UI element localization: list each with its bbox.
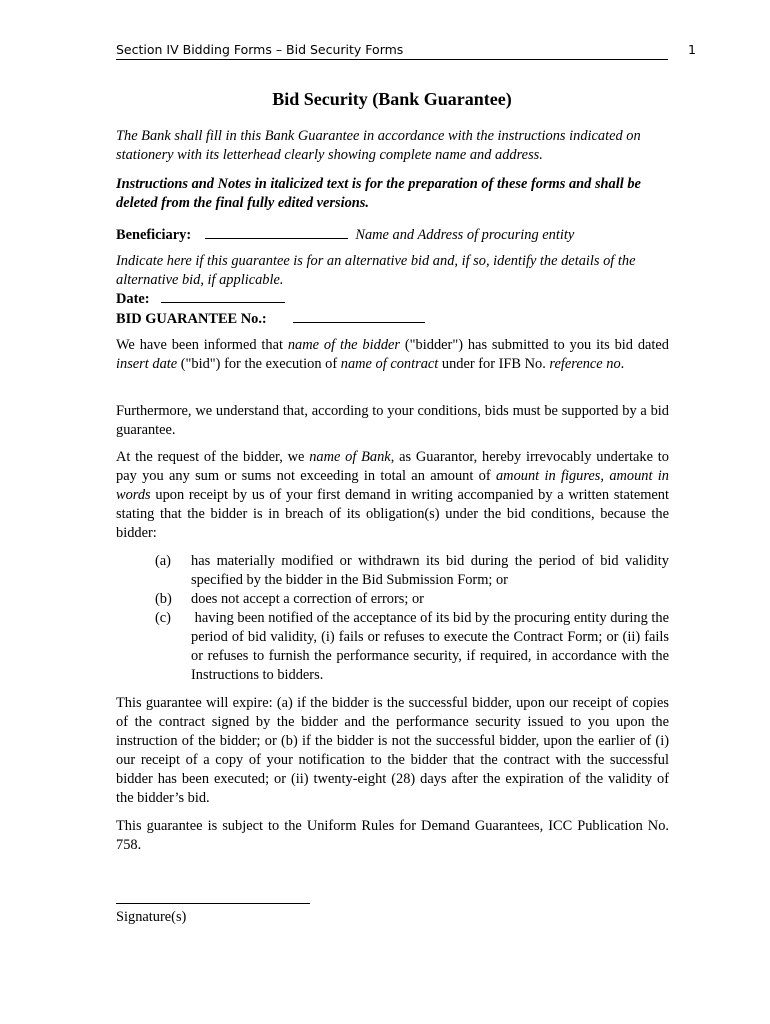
bank-instruction: The Bank shall fill in this Bank Guarantee in accordance with the instructions indicated on stationery with its letterhead clearly showing complete name and address.	[116, 128, 641, 163]
placeholder-bank-name: name of Bank	[309, 449, 391, 465]
signature-line	[116, 903, 310, 904]
placeholder-reference-no: reference no	[549, 356, 621, 372]
list-item-text: does not accept a correction of errors; or	[191, 591, 424, 607]
text-run: .	[620, 356, 625, 372]
guarantee-number-label: BID GUARANTEE No.:	[116, 311, 267, 327]
beneficiary-blank	[205, 226, 348, 239]
list-marker: (a)	[155, 553, 171, 569]
breach-conditions-list	[155, 552, 673, 685]
list-item	[155, 552, 669, 590]
list-item-text: having been notified of the acceptance of its bid by the procuring entity during the period of bid validity, (i) fails or refuses to execute the Contract Form; or (ii) fails or refuses to furnish the performance security, if required, in accordance with the Instructions to bidders.	[191, 610, 673, 683]
list-marker: (b)	[155, 591, 172, 607]
running-header: Section IV Bidding Forms – Bid Security Forms	[116, 42, 668, 60]
list-item	[155, 609, 673, 685]
beneficiary-line	[116, 226, 669, 245]
text-run: We have been informed that	[116, 337, 288, 353]
guarantee-number-blank	[293, 310, 425, 323]
placeholder-bidder-name: name of the bidder	[287, 337, 401, 353]
text-run: ("bid") for the execution of	[177, 356, 341, 372]
date-label: Date:	[116, 291, 150, 307]
beneficiary-label: Beneficiary:	[116, 227, 192, 243]
beneficiary-hint: Name and Address of procuring entity	[355, 227, 575, 243]
placeholder-amount: amount in figures, amount in words	[116, 468, 669, 503]
placeholder-contract-name: name of contract	[340, 356, 439, 372]
paragraph-expiry: This guarantee will expire: (a) if the bidder is the successful bidder, upon our receipt of copies of the contract signed by the bidder and the performance security issued to you upon the instruction of the bidder; or (b) if the bidder is not the successful bidder, upon the earlier of (i) our receipt of a copy of your notification to the bidder that the contract with the successful bidder has been executed; or (ii) twenty-eight (28) days after the expiration of the validity of the bidder’s bid.	[116, 695, 669, 806]
paragraph-guarantor-undertaking	[116, 448, 669, 543]
signature-label: Signature(s)	[116, 909, 187, 925]
notes-instruction: Instructions and Notes in italicized text is for the preparation of these forms and shall be deleted from the final fully edited versions.	[116, 176, 641, 211]
text-run: ("bidder") has submitted to you its bid dated	[400, 337, 669, 353]
date-line	[116, 290, 669, 309]
paragraph-bid-submission	[116, 336, 669, 374]
document-title: Bid Security (Bank Guarantee)	[272, 89, 512, 109]
list-marker: (c)	[155, 610, 171, 626]
paragraph-bid-guarantee-required: Furthermore, we understand that, according to your conditions, bids must be supported by a bid guarantee.	[116, 403, 669, 438]
list-item	[155, 590, 669, 609]
text-run: , as Guarantor, hereby irrevocably undertake to pay you any sum or sums not exceeding in total an amount of	[116, 449, 669, 484]
guarantee-number-line	[116, 310, 669, 329]
text-run: under for IFB No.	[438, 356, 550, 372]
text-run: upon receipt by us of your first demand in writing accompanied by a written statement stating that the bidder is in breach of its obligation(s) under the bid conditions, because the bidder:	[116, 487, 669, 541]
placeholder-bid-date: insert date	[116, 356, 178, 372]
paragraph-uniform-rules: This guarantee is subject to the Uniform Rules for Demand Guarantees, ICC Publication No. 758.	[116, 818, 669, 853]
alternative-bid-note: Indicate here if this guarantee is for an alternative bid and, if so, identify the details of the alternative bid, if applicable.	[116, 253, 636, 288]
list-item-text: has materially modified or withdrawn its bid during the period of bid validity specified by the bidder in the Bid Submission Form; or	[191, 553, 669, 588]
page-number: 1	[688, 42, 696, 57]
text-run: At the request of the bidder, we	[116, 449, 310, 465]
date-blank	[161, 290, 285, 303]
